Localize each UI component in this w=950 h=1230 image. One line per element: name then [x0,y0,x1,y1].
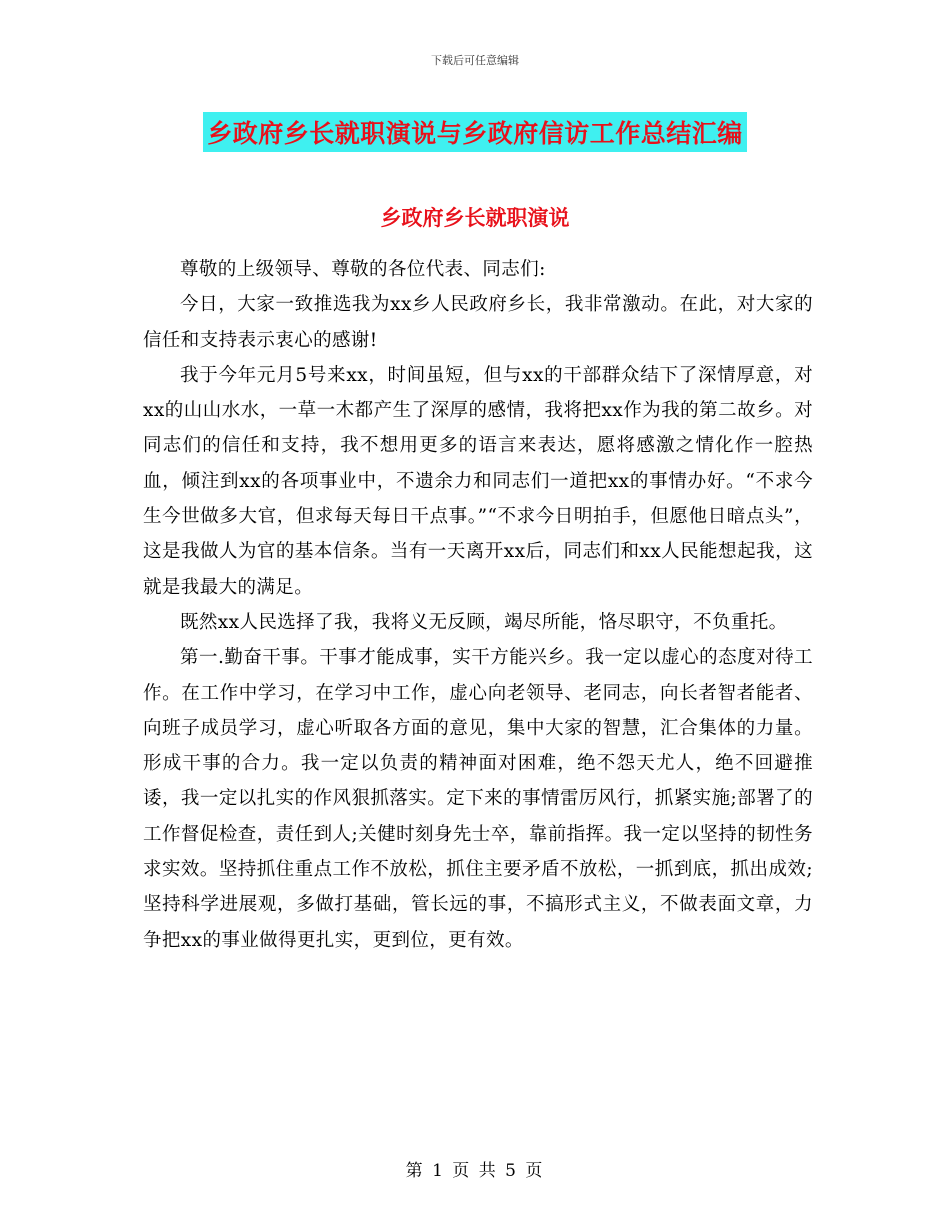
paragraph-background: 我于今年元月5号来xx，时间虽短，但与xx的干部群众结下了深情厚意，对xx的山山水水，一草一木都产生了深厚的感情，我将把xx作为我的第二故乡。对同志们的信任和支持，我不想用更多的语言来表达，愿将感激之情化作一腔热血，倾注到xx的各项事业中，不遗余力和同志们一道把xx的事情办好。“不求今生今世做多大官，但求每天每日干点事。”“不求今日明拍手，但愿他日暗点头”，这是我做人为官的基本信条。当有一天离开xx后，同志们和xx人民能想起我，这就是我最大的满足。 [143,364,813,598]
section-title: 乡政府乡长就职演说 [380,206,570,230]
paragraph-commitment: 既然xx人民选择了我，我将义无反顾，竭尽所能，恪尽职守，不负重托。 [180,611,788,633]
paragraph-point-one: 第一.勤奋干事。干事才能成事，实干方能兴乡。我一定以虚心的态度对待工作。在工作中学习，在学习中工作，虚心向老领导、老同志，向长者智者能者、向班子成员学习，虚心听取各方面的意见，集中大家的智慧，汇合集体的力量。形成干事的合力。我一定以负责的精神面对困难，绝不怨天尤人，绝不回避推诿，我一定以扎实的作风狠抓落实。定下来的事情雷厉风行，抓紧实施;部署了的工作督促检查，责任到人;关健时刻身先士卒，靠前指挥。我一定以坚持的韧性务求实效。坚持抓住重点工作不放松，抓住主要矛盾不放松，一抓到底，抓出成效;坚持科学进展观，多做打基础，管长远的事，不搞形式主义，不做表面文章，力争把xx的事业做得更扎实，更到位，更有效。 [143,647,813,951]
paragraph-greeting: 尊敬的上级领导、尊敬的各位代表、同志们: [180,259,546,280]
document-title: 乡政府乡长就职演说与乡政府信访工作总结汇编 [203,112,747,152]
document-title-container [0,112,950,152]
header-note: 下载后可任意编辑 [431,54,519,67]
page-footer: 第 1 页 共 5 页 [405,1161,545,1181]
paragraph-thanks: 今日，大家一致推选我为xx乡人民政府乡长，我非常激动。在此，对大家的信任和支持表示衷心的感谢! [143,294,813,351]
body-text [143,252,813,958]
